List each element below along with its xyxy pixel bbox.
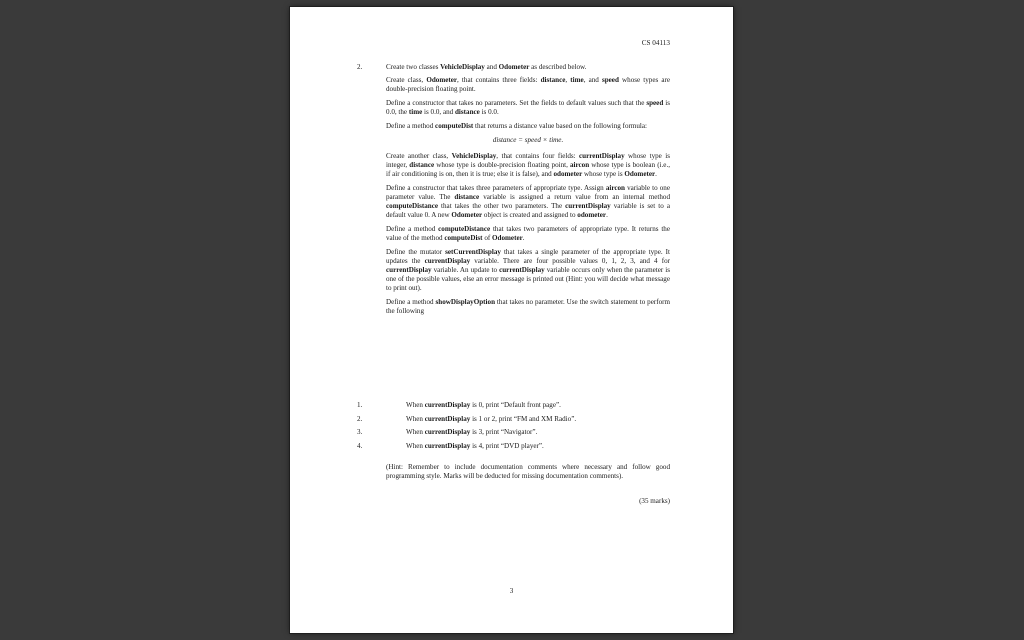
list-item-number: 4. — [357, 442, 363, 451]
list-item — [357, 401, 670, 415]
page-number: 3 — [509, 587, 514, 595]
switch-case-list — [357, 401, 670, 456]
list-item-text: When currentDisplay is 1 or 2, print “FM and XM Radio”. — [406, 414, 577, 423]
paragraph-vehicledisplay-class: Create another class, VehicleDisplay, that contains four fields: currentDisplay whose type is integer, distance whose type is double-precision floating point, aircon whose type is boolean (i.e., if air conditioning is on, then it is true; else it is false), and odometer whose type is Odometer. — [386, 152, 670, 178]
paragraph-vehicledisplay-constructor: Define a constructor that takes three parameters of appropriate type. Assign aircon variable to one parameter value. The distance variable is assigned a return value from an internal method computeDistance that takes the other two parameters. The currentDisplay variable is set to a default value 0. A new Odometer object is created and assigned to odometer. — [386, 184, 670, 219]
paragraph-showdisplayoption: Define a method showDisplayOption that takes no parameter. Use the switch statement to perform the following — [386, 298, 671, 315]
course-code-header: CS 04113 — [641, 39, 670, 47]
list-item-text: When currentDisplay is 4, print “DVD player”. — [406, 442, 544, 451]
list-item — [357, 415, 670, 429]
documentation-hint: (Hint: Remember to include documentation comments where necessary and follow good programming style. Marks will be deducted for missing documentation comments). — [386, 463, 670, 480]
list-item-number: 3. — [357, 428, 363, 437]
paragraph-odometer-class: Create class, Odometer, that contains three fields: distance, time, and speed whose types are double-precision floating point. — [386, 76, 671, 93]
distance-formula: distance = speed × time. — [492, 136, 564, 144]
list-item — [357, 428, 670, 442]
list-item-number: 2. — [357, 414, 363, 423]
document-page — [290, 7, 733, 633]
list-item-text: When currentDisplay is 0, print “Default front page”. — [406, 401, 561, 409]
question-number: 2. — [357, 63, 363, 71]
list-item-text: When currentDisplay is 3, print “Navigator”. — [406, 428, 538, 437]
list-item — [357, 442, 670, 456]
marks-label: (35 marks) — [639, 497, 670, 505]
paragraph-computedistance: Define a method computeDistance that takes two parameters of appropriate type. It returns the value of the method computeDist of Odometer. — [386, 225, 670, 242]
paragraph-odometer-constructor: Define a constructor that takes no parameters. Set the fields to default values such that the speed is 0.0, the time is 0.0, and distance is 0.0. — [386, 99, 670, 116]
paragraph-setcurrentdisplay: Define the mutator setCurrentDisplay that takes a single parameter of the appropriate type. It updates the currentDisplay variable. There are four possible values 0, 1, 2, 3, and 4 for currentDisplay variable. An update to currentDisplay variable occurs only when the parameter is one of the possible values, else an error message is printed out (Hint: you will decide what message to print out). — [386, 248, 671, 292]
paragraph-intro: Create two classes VehicleDisplay and Odometer as described below. — [386, 63, 587, 71]
list-item-number: 1. — [357, 401, 363, 409]
paragraph-computedist: Define a method computeDist that returns a distance value based on the following formula: — [386, 122, 648, 130]
question-body — [386, 63, 670, 321]
